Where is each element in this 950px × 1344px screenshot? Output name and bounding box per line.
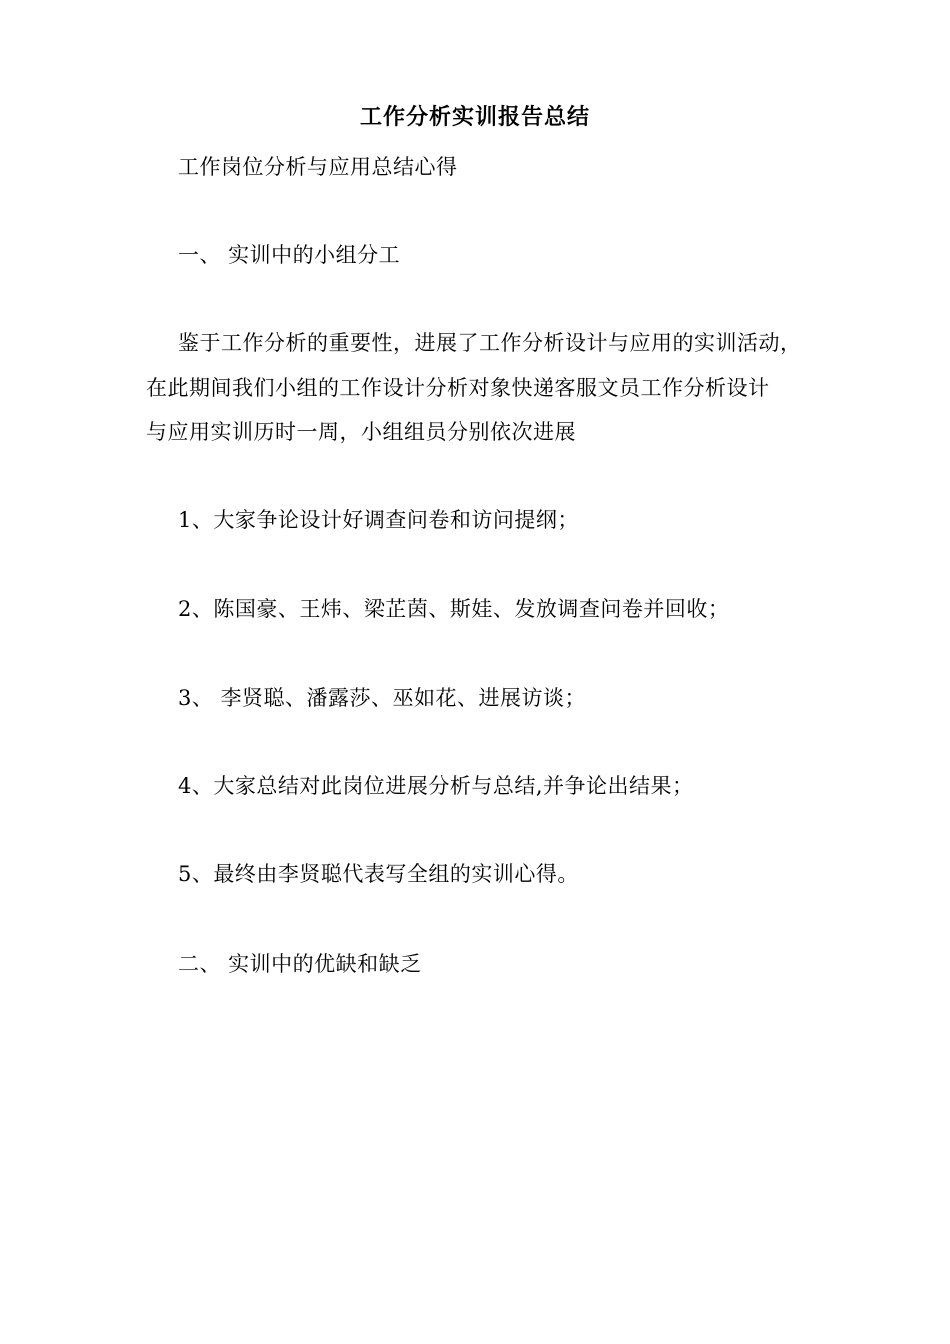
- list-item: 5、最终由李贤聪代表写全组的实训心得。: [178, 862, 579, 886]
- paragraph-1-line-2: 在此期间我们小组的工作设计分析对象快递客服文员工作分析设计: [146, 376, 770, 400]
- list-item: 3、 李贤聪、潘露莎、巫如花、进展访谈；: [178, 686, 587, 710]
- paragraph-1-line-3: 与应用实训历时一周，小组组员分别依次进展: [146, 420, 576, 444]
- section-heading-1: 一、 实训中的小组分工: [178, 243, 401, 267]
- document-subtitle: 工作岗位分析与应用总结心得: [178, 155, 458, 179]
- list-item: 4、大家总结对此岗位进展分析与总结,并争论出结果；: [178, 774, 694, 798]
- list-item: 2、陈国豪、王炜、梁芷茵、斯娃、发放调查问卷并回收；: [178, 597, 730, 621]
- paragraph-1-line-1: 鉴于工作分析的重要性，进展了工作分析设计与应用的实训活动，: [178, 331, 802, 355]
- section-heading-2: 二、 实训中的优缺和缺乏: [178, 952, 422, 976]
- list-item: 1、大家争论设计好调查问卷和访问提纲；: [178, 508, 579, 532]
- document-title: 工作分析实训报告总结: [359, 105, 590, 130]
